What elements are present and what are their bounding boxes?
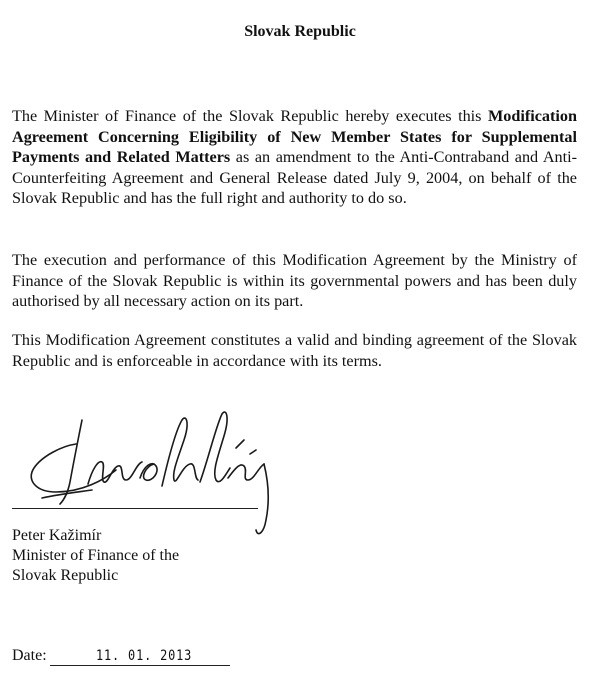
signer-title-line1: Minister of Finance of the	[12, 547, 180, 564]
date-label: Date:	[12, 647, 47, 664]
handwritten-signature	[12, 400, 292, 545]
date-value: 11. 01. 2013	[96, 648, 193, 664]
signer-name: Peter Kažimír	[12, 527, 102, 544]
document-title: Slovak Republic	[244, 23, 356, 40]
date-row	[12, 646, 193, 666]
paragraph-execution-intro: The Minister of Finance of the Slovak Republic hereby executes this	[12, 107, 488, 125]
paragraph-authority: The execution and performance of this Modification Agreement by the Ministry of Finance of the Slovak Republic is within its governmental powers and has been duly authorised by all necessary action on its part.	[12, 251, 577, 310]
signer-title-line2: Slovak Republic	[12, 567, 119, 584]
agreement-name: Modification Agreement Concerning Eligibility of New Member States for Supplemental Payments and Related Matters	[12, 107, 577, 166]
date-underline	[50, 665, 230, 666]
paragraph-execution-rest: as an amendment to the Anti-Contraband and Anti-Counterfeiting Agreement and General Release dated July 9, 2004, on behalf of the Slovak Republic and has the full right and authority to do so.	[12, 148, 578, 207]
signature-line	[12, 508, 258, 509]
signer-block	[12, 526, 179, 586]
paragraph-execution	[12, 106, 577, 209]
paragraph-binding: This Modification Agreement constitutes a valid and binding agreement of the Slovak Republic and is enforceable in accordance with its terms.	[12, 331, 577, 370]
